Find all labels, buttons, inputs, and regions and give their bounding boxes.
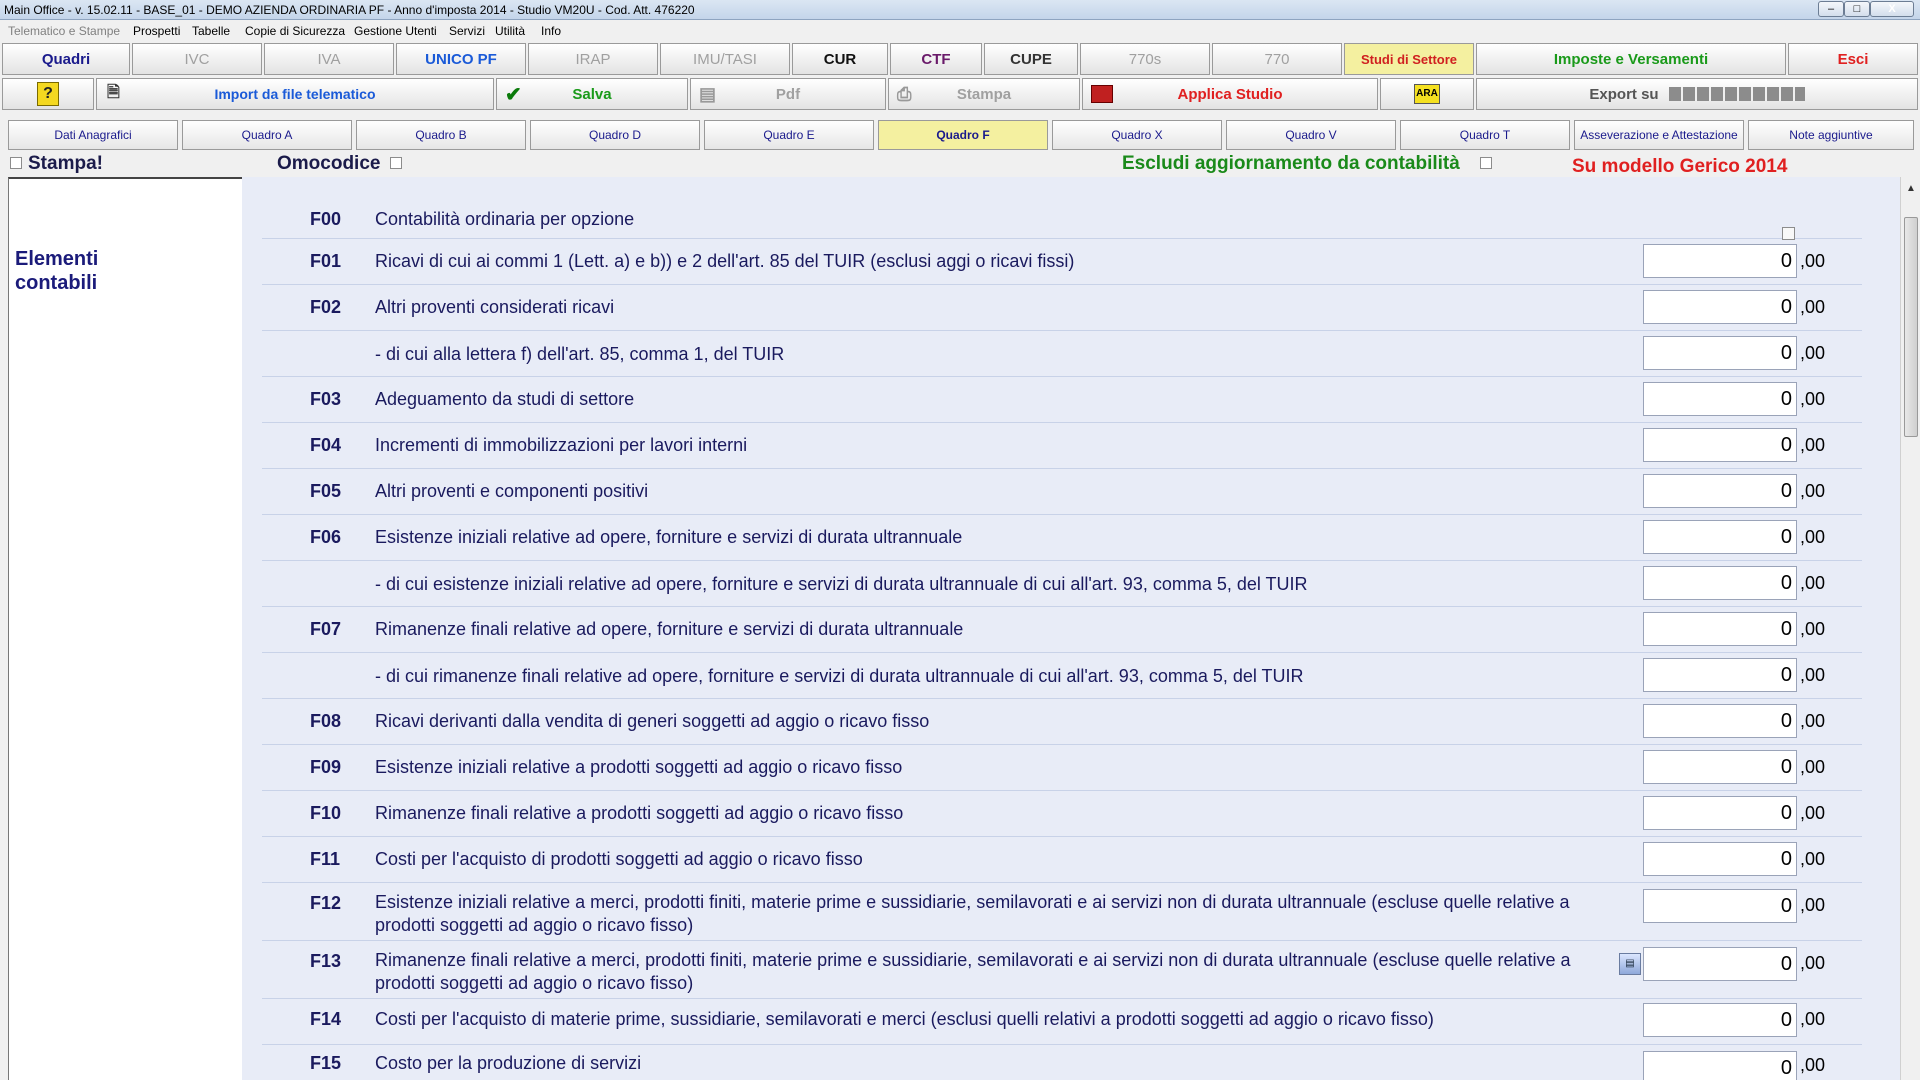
row-code: F11 [310, 849, 341, 869]
minimize-button[interactable]: – [1818, 1, 1844, 17]
tab-note-aggiuntive[interactable]: Note aggiuntive [1748, 120, 1914, 150]
tab-quadro-v[interactable]: Quadro V [1226, 120, 1396, 150]
quadri-button[interactable]: Quadri [2, 43, 130, 75]
form-row-f03 [262, 377, 1862, 423]
form-row-f11 [262, 837, 1862, 883]
form-row-f07-sub [262, 653, 1862, 699]
vertical-scrollbar[interactable] [1900, 177, 1920, 1080]
row-code: F14 [310, 1009, 342, 1029]
row-code: F04 [310, 435, 342, 455]
pdf-button[interactable] [690, 78, 886, 110]
tab-quadro-x[interactable]: Quadro X [1052, 120, 1222, 150]
tab-quadro-b[interactable]: Quadro B [356, 120, 526, 150]
form-row-f06-sub [262, 561, 1862, 607]
row-description: Esistenze iniziali relative ad opere, forniture e servizi di durata ultrannuale [375, 527, 963, 547]
row-code: F09 [310, 757, 342, 777]
form-row-f06 [262, 515, 1862, 561]
value-input[interactable]: 0 [1643, 566, 1797, 600]
row-code: F05 [310, 481, 342, 501]
calculator-icon[interactable]: ▤ [1619, 953, 1641, 975]
row-description: Rimanenze finali relative a merci, prodotti finiti, materie prime e sussidiarie, semilavorati e ai servizi non di durata ultrannuale (escluse quelle relative a prodotti soggetti ad aggio o ricavo fisso) [375, 950, 1571, 993]
cur-button[interactable]: CUR [792, 43, 888, 75]
decimal-suffix: ,00 [1800, 297, 1826, 317]
scroll-up-icon[interactable]: ▲ [1906, 183, 1916, 194]
form-row-f01 [262, 239, 1862, 285]
decimal-suffix: ,00 [1800, 849, 1826, 869]
value-input[interactable]: 0 [1643, 750, 1797, 784]
row-description: Altri proventi considerati ricavi [375, 297, 615, 317]
row-description: Rimanenze finali relative ad opere, forniture e servizi di durata ultrannuale [375, 619, 964, 639]
ara-icon: ARA [1414, 84, 1440, 104]
menu-tabelle[interactable]: Tabelle [192, 24, 231, 38]
ara-button[interactable] [1380, 78, 1474, 110]
value-input[interactable]: 0 [1643, 612, 1797, 646]
escludi-label: Escludi aggiornamento da contabilità [1122, 153, 1460, 174]
quadro-f-form [242, 177, 1900, 1080]
value-input[interactable]: 0 [1643, 704, 1797, 738]
decimal-suffix: ,00 [1800, 803, 1826, 823]
stampa-label: Stampa! [28, 153, 103, 174]
decimal-suffix: ,00 [1800, 619, 1826, 639]
decimal-suffix: ,00 [1800, 1009, 1826, 1029]
row-code: F07 [310, 619, 342, 639]
tab-quadro-a[interactable]: Quadro A [182, 120, 352, 150]
row-description: Esistenze iniziali relative a prodotti soggetti ad aggio o ricavo fisso [375, 757, 903, 777]
value-input[interactable]: 0 [1643, 290, 1797, 324]
row-description: Contabilità ordinaria per opzione [375, 209, 635, 229]
row-code: F10 [310, 803, 342, 823]
scrollbar-thumb[interactable] [1904, 217, 1918, 437]
value-input[interactable]: 0 [1643, 1003, 1797, 1037]
window-title: Main Office - v. 15.02.11 - BASE_01 - DEMO AZIENDA ORDINARIA PF - Anno d'imposta 2014 - Studio VM20U - Cod. Att. 476220 [4, 3, 695, 17]
decimal-suffix: ,00 [1800, 251, 1826, 271]
calendar-icon [1091, 85, 1113, 103]
menu-telematico[interactable]: Telematico e Stampe [8, 24, 121, 38]
help-icon: ? [37, 82, 59, 106]
row-code: F06 [310, 527, 342, 547]
value-input[interactable]: 0 [1643, 428, 1797, 462]
menu-info[interactable]: Info [541, 24, 562, 38]
value-input[interactable]: 0 [1643, 520, 1797, 554]
form-row-f00 [262, 195, 1862, 239]
770s-button[interactable]: 770s [1080, 43, 1210, 75]
tab-quadro-f[interactable]: Quadro F [878, 120, 1048, 150]
row-description: Adeguamento da studi di settore [375, 389, 635, 409]
decimal-suffix: ,00 [1800, 481, 1826, 501]
pdf-label: Pdf [775, 85, 801, 103]
row-description: Incrementi di immobilizzazioni per lavori interni [375, 435, 748, 455]
decimal-suffix: ,00 [1800, 1055, 1826, 1075]
row-code: F13 [310, 951, 342, 971]
stampa-label: Stampa [956, 85, 1012, 103]
omocodice-label: Omocodice [277, 153, 381, 174]
ivc-button[interactable]: IVC [132, 43, 262, 75]
unico-pf-button[interactable]: UNICO PF [396, 43, 526, 75]
document-icon: 🗎 [107, 83, 120, 101]
applica-studio-button[interactable] [1082, 78, 1378, 110]
options-row [0, 152, 1920, 177]
form-row-f08 [262, 699, 1862, 745]
iva-button[interactable]: IVA [264, 43, 394, 75]
form-row-f09 [262, 745, 1862, 791]
maximize-button[interactable]: □ [1844, 1, 1870, 17]
form-row-f12 [262, 883, 1862, 941]
form-row-f05 [262, 469, 1862, 515]
export-label: Export su [1589, 85, 1659, 103]
value-input[interactable]: 0 [1643, 796, 1797, 830]
section-title-line-1: Elementi [15, 248, 99, 270]
tab-quadro-e[interactable]: Quadro E [704, 120, 874, 150]
row-description: Costi per l'acquisto di materie prime, sussidiarie, semilavorati e merci (esclusi quelli relativi a prodotti soggetti ad aggio o ricavo fisso) [375, 1009, 1434, 1029]
value-input[interactable]: 0 [1643, 1051, 1797, 1080]
tab-asseverazione[interactable]: Asseverazione e Attestazione [1574, 120, 1744, 150]
row-description: - di cui alla lettera f) dell'art. 85, comma 1, del TUIR [375, 344, 785, 364]
tab-quadro-t[interactable]: Quadro T [1400, 120, 1570, 150]
value-input[interactable]: 0 [1643, 382, 1797, 416]
help-button[interactable] [2, 78, 94, 110]
row-description: - di cui rimanenze finali relative ad opere, forniture e servizi di durata ultrannuale di cui all'art. 93, comma 5, del TUIR [375, 666, 1304, 686]
row-code: F01 [310, 251, 342, 271]
value-input[interactable]: 0 [1643, 336, 1797, 370]
row-description: Ricavi derivanti dalla vendita di generi soggetti ad aggio o ricavo fisso [375, 711, 930, 731]
value-input[interactable]: 0 [1643, 947, 1797, 981]
esci-button[interactable]: Esci [1788, 43, 1918, 75]
row-code: F12 [310, 893, 342, 913]
salva-button[interactable] [496, 78, 688, 110]
form-row-f14 [262, 999, 1862, 1045]
cupe-button[interactable]: CUPE [984, 43, 1078, 75]
imposte-versamenti-button[interactable]: Imposte e Versamenti [1476, 43, 1786, 75]
import-label: Import da file telematico [214, 86, 376, 102]
value-input[interactable]: 0 [1643, 658, 1797, 692]
tab-quadro-d[interactable]: Quadro D [530, 120, 700, 150]
row-code: F02 [310, 297, 342, 317]
import-telematico-button[interactable] [96, 78, 494, 110]
menu-bar [0, 21, 1920, 41]
imu-tasi-button[interactable]: IMU/TASI [660, 43, 790, 75]
decimal-suffix: ,00 [1800, 895, 1826, 915]
decimal-suffix: ,00 [1800, 343, 1826, 363]
omocodice-checkbox[interactable] [390, 157, 402, 169]
decimal-suffix: ,00 [1800, 435, 1826, 455]
escludi-checkbox[interactable] [1480, 157, 1492, 169]
pdf-icon: ▤ [699, 83, 717, 104]
decimal-suffix: ,00 [1800, 953, 1826, 973]
tab-dati-anagrafici[interactable]: Dati Anagrafici [8, 120, 178, 150]
export-button[interactable] [1476, 78, 1918, 110]
menu-gestione-utenti[interactable]: Gestione Utenti [354, 24, 437, 38]
form-row-f07 [262, 607, 1862, 653]
row-description: - di cui esistenze iniziali relative ad opere, forniture e servizi di durata ultrannuale di cui all'art. 93, comma 5, del TUIR [375, 574, 1308, 594]
decimal-suffix: ,00 [1800, 757, 1826, 777]
ctf-button[interactable]: CTF [890, 43, 982, 75]
form-row-f13 [262, 941, 1862, 999]
stampa-button[interactable] [888, 78, 1080, 110]
stampa-checkbox[interactable] [10, 157, 22, 169]
row-description: Esistenze iniziali relative a merci, prodotti finiti, materie prime e sussidiarie, semilavorati e ai servizi non di durata ultrannuale (escluse quelle relative a prodotti soggetti ad aggio o ricavo fisso) [375, 892, 1570, 935]
studi-settore-button[interactable]: Studi di Settore [1344, 43, 1474, 75]
section-title [15, 247, 98, 295]
printer-icon: ⎙ [897, 83, 912, 104]
value-input[interactable]: 0 [1643, 842, 1797, 876]
row-description: Costi per l'acquisto di prodotti soggetti ad aggio o ricavo fisso [375, 849, 863, 869]
decimal-suffix: ,00 [1800, 711, 1826, 731]
decimal-suffix: ,00 [1800, 527, 1826, 547]
salva-label: Salva [572, 85, 612, 103]
export-progress-bar [1669, 87, 1805, 101]
form-row-f04 [262, 423, 1862, 469]
form-row-f02-sub [262, 331, 1862, 377]
decimal-suffix: ,00 [1800, 573, 1826, 593]
form-row-f15 [262, 1045, 1862, 1080]
row-code: F03 [310, 389, 342, 409]
applica-label: Applica Studio [1177, 85, 1283, 103]
menu-servizi[interactable]: Servizi [449, 24, 486, 38]
menu-utilita[interactable]: Utilità [495, 24, 526, 38]
row-code: F15 [310, 1053, 342, 1073]
value-input[interactable]: 0 [1643, 474, 1797, 508]
row-description: Altri proventi e componenti positivi [375, 481, 649, 501]
menu-copie[interactable]: Copie di Sicurezza [245, 24, 346, 38]
title-bar [0, 0, 1920, 20]
row-code: F00 [310, 209, 342, 229]
value-input[interactable]: 0 [1643, 244, 1797, 278]
close-button[interactable]: X [1870, 1, 1914, 17]
row-code: F08 [310, 711, 342, 731]
value-input[interactable]: 0 [1643, 889, 1797, 923]
row-description: Rimanenze finali relative a prodotti soggetti ad aggio o ricavo fisso [375, 803, 904, 823]
checkmark-icon: ✔ [505, 83, 522, 106]
decimal-suffix: ,00 [1800, 389, 1826, 409]
row-description: Costo per la produzione di servizi [375, 1053, 642, 1073]
770-button[interactable]: 770 [1212, 43, 1342, 75]
row-description: Ricavi di cui ai commi 1 (Lett. a) e b)) e 2 dell'art. 85 del TUIR (esclusi aggi o ricavi fissi) [375, 251, 1075, 271]
section-panel [8, 177, 242, 1080]
menu-prospetti[interactable]: Prospetti [133, 24, 181, 38]
modello-gerico-label: Su modello Gerico 2014 [1572, 156, 1788, 177]
decimal-suffix: ,00 [1800, 665, 1826, 685]
section-title-line-2: contabili [15, 272, 98, 294]
form-row-f10 [262, 791, 1862, 837]
form-row-f02 [262, 285, 1862, 331]
irap-button[interactable]: IRAP [528, 43, 658, 75]
